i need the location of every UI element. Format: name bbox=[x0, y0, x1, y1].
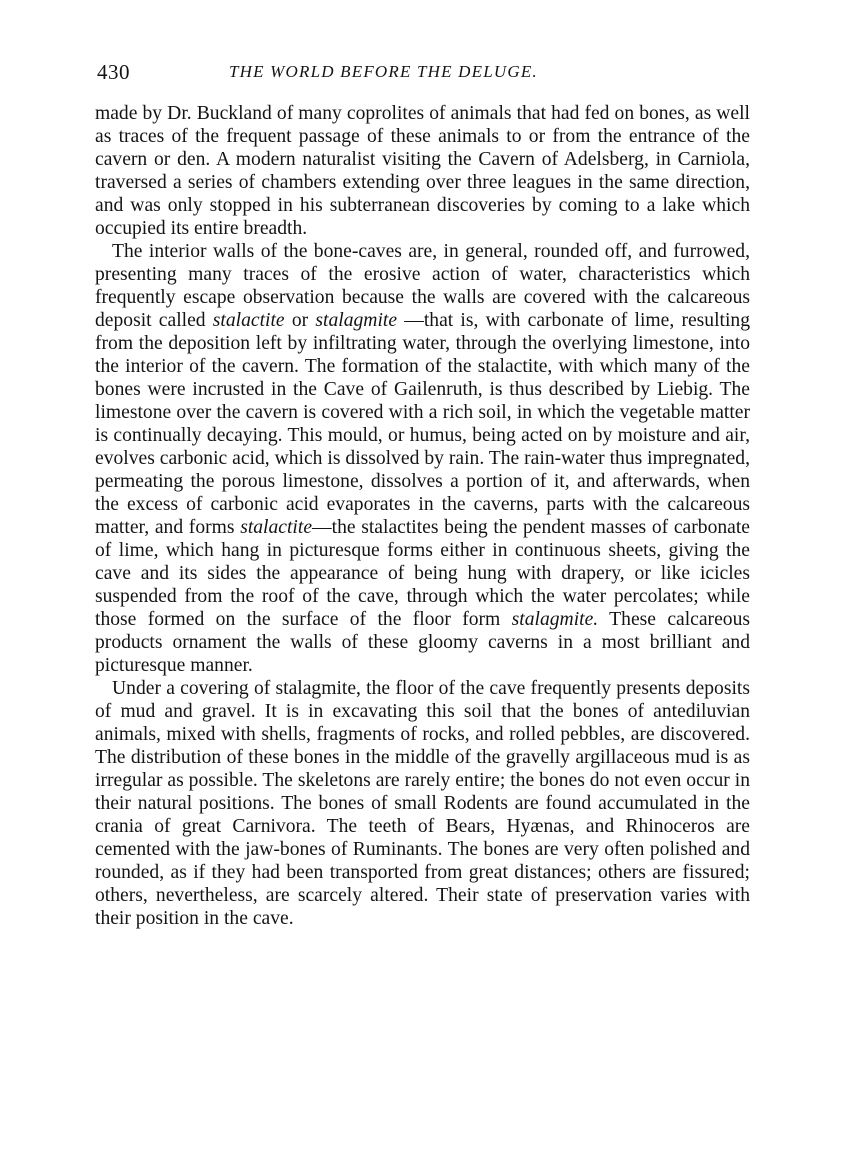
page-number: 430 bbox=[97, 60, 130, 84]
italic-term: stalactite bbox=[240, 517, 313, 538]
paragraph bbox=[95, 240, 750, 677]
text-run: or bbox=[284, 310, 316, 331]
body-text bbox=[95, 102, 750, 930]
text-run: —that is, with carbonate of lime, resulting from the deposition left by infiltrating water, through the overlying limestone, into the interior of the cavern. The formation of the stalactite, with which many of the bones were incrusted in the Cave of Gailenruth, is thus described by Liebig. The limestone over the cavern is covered with a rich soil, in which the vegetable matter is continually decaying. This mould, or humus, being acted on by moisture and air, evolves carbonic acid, which is dissolved by rain. The rain-water thus impregnated, permeating the porous limestone, dissolves a portion of it, and afterwards, when the excess of carbonic acid evaporates in the caverns, parts with the calcareous matter, and forms bbox=[95, 310, 751, 538]
text-run: These calcareous products ornament the walls of these gloomy caverns in a most brilliant and picturesque manner. bbox=[95, 609, 750, 676]
running-title: THE WORLD BEFORE THE DELUGE. bbox=[229, 62, 538, 81]
italic-term: stalagmite. bbox=[511, 609, 599, 630]
paragraph bbox=[95, 677, 750, 930]
italic-term: stalagmite bbox=[315, 310, 398, 331]
italic-term: stalactite bbox=[212, 310, 285, 331]
page-header bbox=[95, 60, 750, 86]
text-run: —the stalactites being the pendent masses of carbonate of lime, which hang in picturesque forms either in continuous sheets, giving the cave and its sides the appearance of being hung with drapery, or like icicles suspended from the roof of the cave, through which the water percolates; while those formed on the surface of the floor form bbox=[95, 517, 751, 630]
text-run: Under a covering of stalagmite, the floor of the cave frequently presents deposits of mud and gravel. It is in excavating this soil that the bones of antediluvian animals, mixed with shells, fragments of rocks, and rolled pebbles, are discovered. The distribution of these bones in the middle of the gravelly argillaceous mud is as irregular as possible. The skeletons are rarely entire; the bones do not even occur in their natural positions. The bones of small Rodents are found accumulated in the crania of great Carnivora. The teeth of Bears, Hyænas, and Rhinoceros are cemented with the jaw-bones of Ruminants. The bones are very often polished and rounded, as if they had been transported from great distances; others are fissured; others, nevertheless, are scarcely altered. Their state of preservation varies with their position in the cave. bbox=[95, 678, 750, 929]
paragraph bbox=[95, 102, 750, 240]
text-run: made by Dr. Buckland of many coprolites of animals that had fed on bones, as well as traces of the frequent passage of these animals to or from the entrance of the cavern or den. A modern naturalist visiting the Cavern of Adelsberg, in Carniola, traversed a series of chambers extending over three leagues in the same direction, and was only stopped in his subterranean discoveries by coming to a lake which occupied its entire breadth. bbox=[95, 103, 750, 239]
book-page bbox=[95, 60, 750, 930]
text-run: The interior walls of the bone-caves are, in general, rounded off, and furrowed, presenting many traces of the erosive action of water, characteristics which frequently escape observation because the walls are covered with the calcareous deposit called bbox=[95, 241, 750, 331]
